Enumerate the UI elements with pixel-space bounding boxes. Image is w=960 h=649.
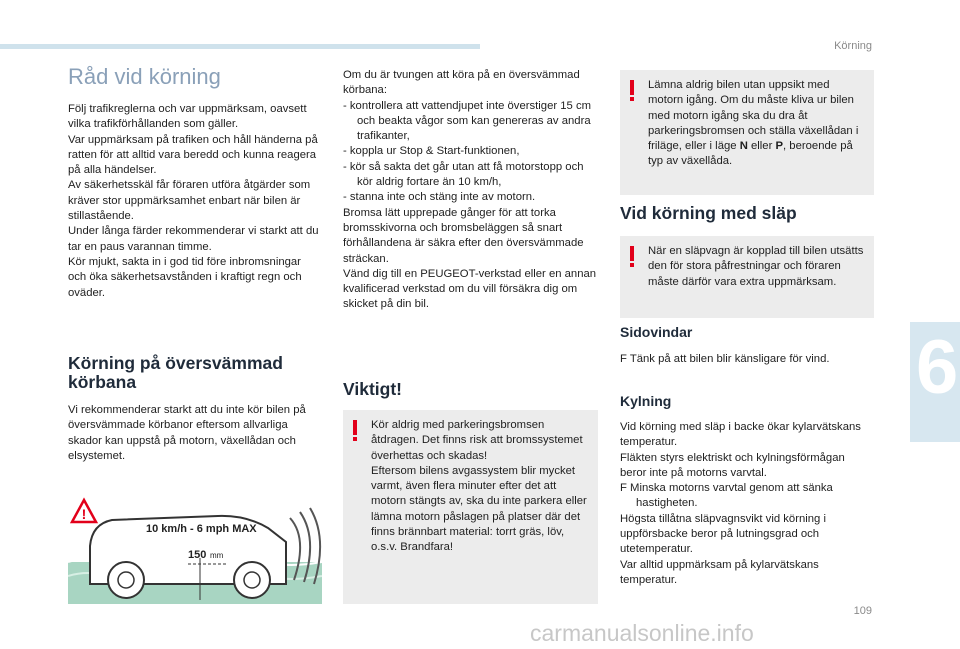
header-rule	[0, 44, 480, 49]
important-paragraph: Kör aldrig med parkeringsbromsen åtdragen. Det finns risk att bromssystemet överhettas och skadas!	[371, 419, 583, 462]
warning-exclamation-icon	[627, 246, 637, 268]
cooling-paragraph: Högsta tillåtna släpvagnsvikt vid körning i uppförsbacke beror på lutningsgrad och utetemperatur.	[620, 512, 826, 556]
intro-paragraph: Var uppmärksam på trafiken och håll händerna på ratten för att alltid vara beredd och kunna reagera på alla händelser.	[68, 133, 318, 177]
section-header: Körning	[834, 40, 872, 52]
crosswind-bullet: F Tänk på att bilen blir känsligare för vind.	[620, 353, 830, 365]
instruction-step: - kör så sakta det går utan att få motorstopp och kör aldrig fortare än 10 km/h,	[343, 160, 584, 189]
intro-paragraph: Följ trafikreglerna och var uppmärksam, oavsett vilka trafikförhållanden som gäller.	[68, 103, 307, 131]
important-paragraph: Eftersom bilens avgassystem blir mycket varmt, även flera minuter efter det att motorn stängts av, ska du inte parkera eller lämna motorn påslagen på platser där det finns brännbart material: torrt gräs, löv, o.s.v. Brandfara!	[371, 464, 587, 554]
depth-unit: mm	[210, 551, 224, 560]
depth-value: 150	[188, 549, 207, 561]
instructions-intro: Om du är tvungen att köra på en översvämmad körbana:	[343, 69, 580, 97]
engine-warning-box	[620, 70, 874, 195]
chapter-tab	[910, 322, 960, 442]
flood-paragraph: Vi rekommenderar starkt att du inte kör bilen på översvämmade körbanor eftersom allvarliga skador kan uppstå på motorn, växellådan och elsystemet.	[68, 404, 306, 462]
engine-warning-text: Lämna aldrig bilen utan uppsikt med motorn igång. Om du måste kliva ur bilen med motorn igång ska du dra åt parkeringsbromsen och ställa växellådan i friläge, eller i läge N eller P, beroende på typ av växellåda.	[648, 79, 859, 168]
flood-instructions	[343, 68, 598, 313]
intro-text	[68, 102, 322, 301]
important-heading: Viktigt!	[343, 379, 402, 399]
important-box	[343, 410, 598, 604]
warning-exclamation-icon	[350, 420, 360, 442]
trailer-heading: Vid körning med släp	[620, 203, 797, 223]
crosswind-heading: Sidovindar	[620, 324, 693, 340]
instruction-step: - kontrollera att vattendjupet inte överstiger 15 cm och beakta vågor som kan genereras av andra trafikanter,	[343, 99, 592, 143]
chapter-number: 6	[916, 325, 959, 410]
page-number: 109	[853, 605, 872, 617]
cooling-paragraph: Var alltid uppmärksam på kylarvätskans temperatur.	[620, 558, 819, 586]
cooling-paragraph: Fläkten styrs elektriskt och kylningsförmågan beror inte på motorns varvtal.	[620, 451, 845, 479]
crosswind-text	[620, 352, 874, 367]
cooling-heading: Kylning	[620, 393, 672, 409]
trailer-text: När en släpvagn är kopplad till bilen utsätts den för stora påfrestningar och föraren måste därför vara extra uppmärksam.	[648, 245, 864, 288]
intro-paragraph: Av säkerhetsskäl får föraren utföra åtgärder som kräver stor uppmärksamhet enbart när bilen är stillastående.	[68, 179, 311, 223]
speed-label: 10 km/h - 6 mph MAX	[146, 523, 257, 535]
wheel-rear	[234, 562, 270, 598]
flood-heading: Körning på översvämmad körbana	[68, 353, 283, 392]
intro-paragraph: Under långa färder rekommenderar vi starkt att du tar en paus varannan timme.	[68, 225, 319, 253]
warning-exclamation-icon	[627, 80, 637, 102]
instruction-after: Vänd dig till en PEUGEOT-verkstad eller en annan kvalificerad verkstad om du vill försäkra dig om skicket på din bil.	[343, 267, 597, 311]
cooling-text	[620, 420, 874, 588]
cooling-bullet: F Minska motorns varvtal genom att sänka hastigheten.	[620, 482, 833, 510]
cooling-paragraph: Vid körning med släp i backe ökar kylarvätskans temperatur.	[620, 421, 861, 449]
wheel-front	[108, 562, 144, 598]
instruction-after: Bromsa lätt upprepade gånger för att torka bromsskivorna och bromsbeläggen så snart förhållandena är säkra efter den översvämmade sträckan.	[343, 206, 584, 265]
watermark: carmanualsonline.info	[530, 620, 754, 646]
page-title: Råd vid körning	[68, 64, 221, 89]
trailer-box	[620, 236, 874, 318]
intro-paragraph: Kör mjukt, sakta in i god tid före inbromsningar och öka säkerhetsavstånden i kraftigt regn och oväder.	[68, 255, 302, 299]
instruction-step: - koppla ur Stop & Start-funktionen,	[343, 145, 520, 158]
flood-illustration	[68, 488, 322, 604]
svg-text:!: !	[81, 506, 87, 522]
flood-text	[68, 403, 322, 464]
instruction-step: - stanna inte och stäng inte av motorn.	[343, 191, 536, 204]
